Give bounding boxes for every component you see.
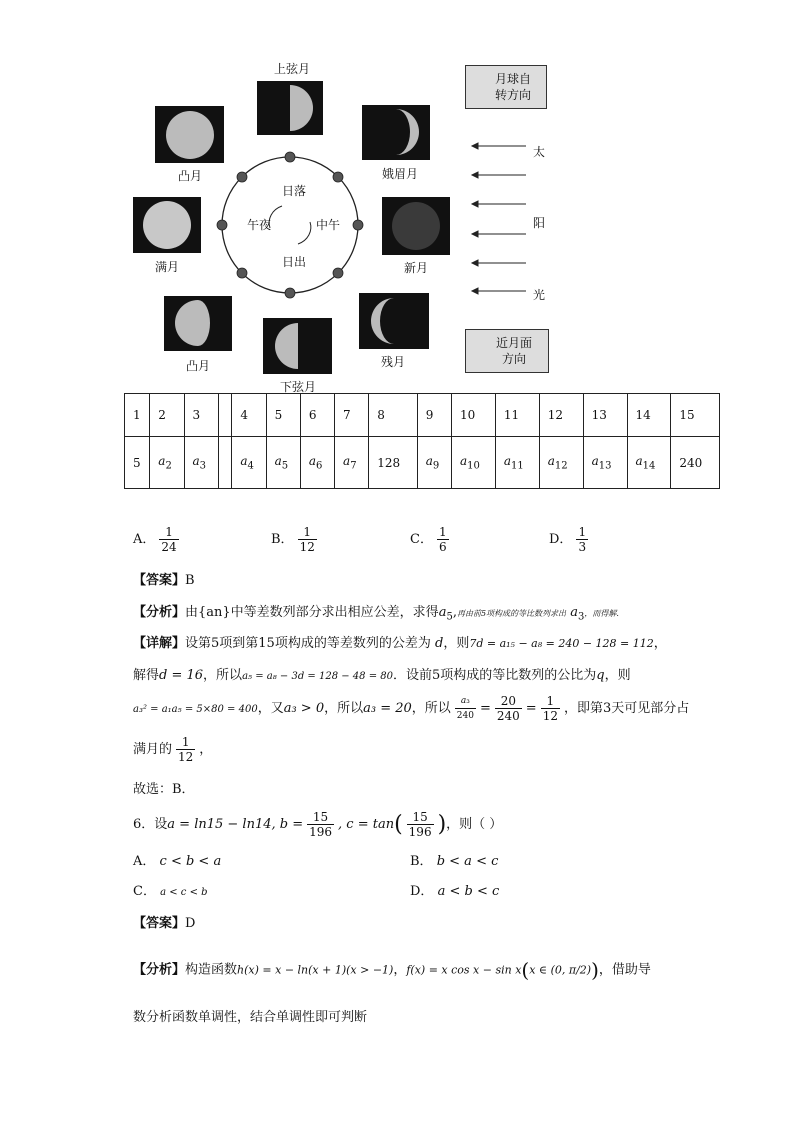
q5-option-a: A． $\frac{1}{24}$: [133, 525, 177, 554]
noon-label: 中午: [316, 218, 341, 232]
table-cell: $a_3$: [184, 437, 218, 489]
sunlight-char: 太: [533, 145, 546, 159]
moon-caption: 娥眉月: [381, 167, 418, 181]
table-cell: 8: [369, 394, 417, 437]
q5-detail-line3: a₃² = a₁a₅ = 5×80 = 400，又a₃ > 0，所以a₃ = 20，所以 $\frac{\text{a₃}}{240}$ = $\frac{20}{240}$ = $\frac{1}{12}$ ，即第3天可见部分占: [133, 694, 690, 723]
moon-new-image: [382, 197, 450, 255]
moon-last-quarter-image: [263, 318, 332, 374]
moon-caption: 满月: [154, 260, 179, 274]
q6-option-a: A． c < b < a: [133, 854, 222, 869]
table-row: [125, 394, 720, 437]
table-cell: 2: [150, 394, 184, 437]
table-cell: 128: [369, 437, 417, 489]
table-cell: $a_6$: [300, 437, 334, 489]
sunlight-arrows: [468, 140, 528, 300]
midnight-label: 午夜: [247, 218, 272, 232]
q5-option-b: B． $\frac{1}{12}$: [271, 525, 315, 554]
moon-waxing-crescent-image: [362, 105, 430, 160]
q6-analysis-line2: 数分析函数单调性，结合单调性即可判断: [133, 1010, 368, 1025]
table-cell: 5: [125, 437, 150, 489]
q5-option-d: D． $\frac{1}{3}$: [549, 525, 587, 554]
rotation-direction-box: 月球自 转方向: [465, 65, 547, 109]
moon-caption: 凸月: [177, 169, 202, 183]
table-cell: 5: [266, 394, 300, 437]
table-cell: 7: [335, 394, 369, 437]
orbit-diagram: [210, 140, 370, 310]
table-cell: $a_{13}$: [583, 437, 627, 489]
sunlight-char: 阳: [533, 216, 546, 230]
near-side-direction-box: 近月面 方向: [465, 329, 549, 373]
q6-stem: 6．设a = ln15 − ln14, b = $\frac{15}{196}$ , c = tan( $\frac{15}{196}$ )，则（ ）: [133, 810, 503, 839]
table-cell: 9: [417, 394, 451, 437]
table-cell: 4: [232, 394, 266, 437]
sunset-label: 日落: [282, 184, 307, 198]
table-cell: 12: [539, 394, 583, 437]
moon-caption: 上弦月: [273, 62, 310, 76]
table-cell: $a_{10}$: [451, 437, 495, 489]
q5-conclusion: 故选：B．: [133, 782, 195, 797]
table-cell: $a_7$: [335, 437, 369, 489]
table-cell: 14: [627, 394, 671, 437]
sunrise-label: 日出: [282, 255, 307, 269]
table-cell: 240: [671, 437, 720, 489]
q6-analysis-line1: 【分析】构造函数h(x) = x − ln(x + 1)(x > −1)，f(x) = x cos x − sin x(x ∈ (0, π/2))，借助导: [133, 958, 651, 982]
table-cell: $a_9$: [417, 437, 451, 489]
table-cell: 3: [184, 394, 218, 437]
table-row: [125, 437, 720, 489]
q5-option-c: C． $\frac{1}{6}$: [410, 525, 447, 554]
table-cell: 11: [495, 394, 539, 437]
moon-caption: 残月: [380, 355, 405, 369]
q5-answer: 【答案】B: [133, 573, 195, 588]
q5-analysis: 【分析】由{an}中等差数列部分求出相应公差，求得$a_5$,再由前5项构成的等比数列求出 $a_3$，而得解.: [133, 605, 619, 623]
table-cell: 13: [583, 394, 627, 437]
table-cell: $a_{11}$: [495, 437, 539, 489]
table-cell: 10: [451, 394, 495, 437]
table-cell: $a_4$: [232, 437, 266, 489]
table-cell: $a_5$: [266, 437, 300, 489]
moon-caption: 下弦月: [279, 380, 316, 394]
q6-option-b: B． b < a < c: [410, 854, 499, 869]
q5-detail-line4: 满月的 $\frac{1}{12}$ ，: [133, 735, 213, 764]
table-cell: $a_2$: [150, 437, 184, 489]
table-cell: $a_{14}$: [627, 437, 671, 489]
q5-detail-line1: 【详解】设第5项到第15项构成的等差数列的公差为 d，则7d = a₁₅ − a₈ = 240 − 128 = 112，: [133, 636, 667, 651]
table-cell: [218, 437, 232, 489]
moon-first-quarter-image: [257, 81, 323, 135]
q6-answer: 【答案】D: [133, 916, 196, 931]
table-cell: [218, 394, 232, 437]
table-cell: 6: [300, 394, 334, 437]
table-cell: $a_{12}$: [539, 437, 583, 489]
q6-option-d: D． a < b < c: [410, 884, 500, 899]
moon-caption: 凸月: [185, 359, 210, 373]
q6-option-c: C． a < c < b: [133, 884, 208, 899]
table-cell: 1: [125, 394, 150, 437]
moon-caption: 新月: [403, 261, 428, 275]
table-cell: 15: [671, 394, 720, 437]
moon-full-image: [133, 197, 201, 253]
sunlight-char: 光: [533, 288, 546, 302]
sequence-table: [124, 393, 720, 489]
q5-detail-line2: 解得d = 16，所以a₅ = a₈ − 3d = 128 − 48 = 80．设前5项构成的等比数列的公比为q，则: [133, 668, 631, 683]
